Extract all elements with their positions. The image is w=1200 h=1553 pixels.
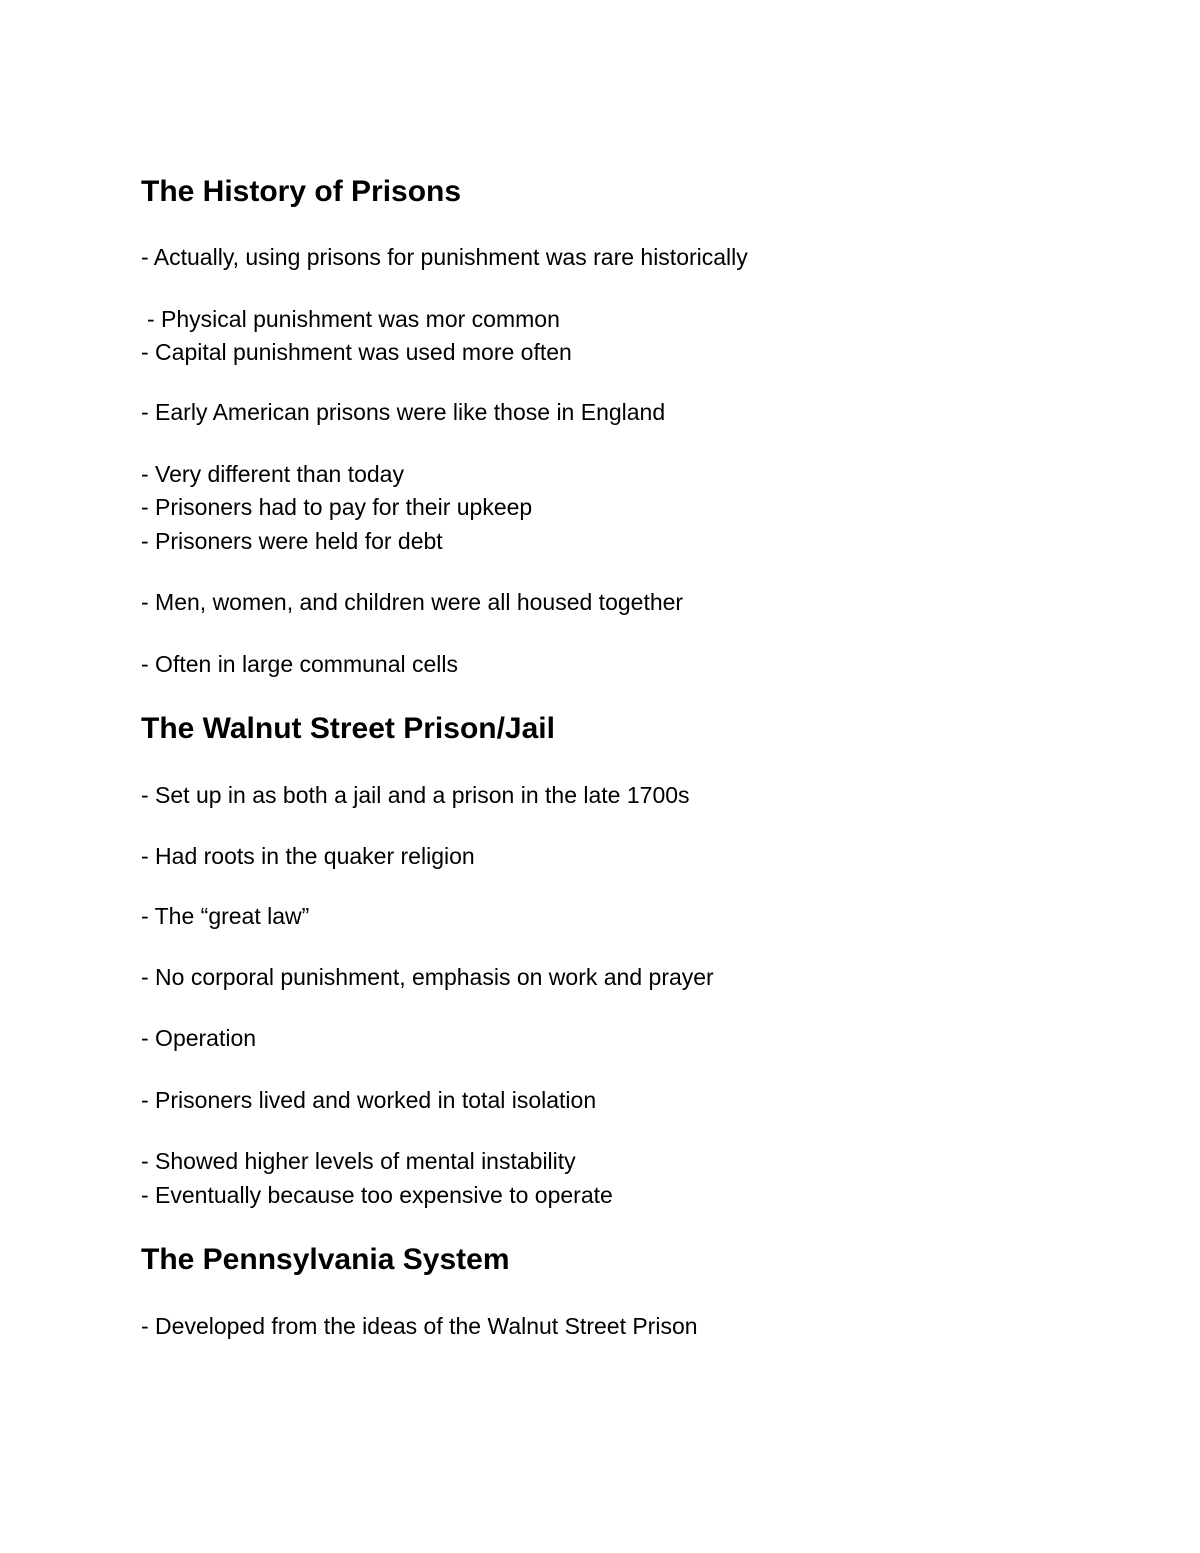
list-item: - Very different than today xyxy=(141,461,404,487)
list-item: - Had roots in the quaker religion xyxy=(141,843,475,869)
list-item: - Operation xyxy=(141,1025,257,1051)
list-item: - Prisoners had to pay for their upkeep xyxy=(141,494,533,520)
list-item: - Capital punishment was used more often xyxy=(141,339,572,365)
list-item: - No corporal punishment, emphasis on work and prayer xyxy=(141,964,714,990)
list-item: - Prisoners lived and worked in total isolation xyxy=(141,1087,597,1113)
list-item: - The “great law” xyxy=(141,903,310,929)
section-heading-history-of-prisons: The History of Prisons xyxy=(141,175,462,208)
list-item: - Often in large communal cells xyxy=(141,651,459,677)
list-item: - Developed from the ideas of the Walnut Street Prison xyxy=(141,1313,698,1339)
list-item: - Prisoners were held for debt xyxy=(141,528,443,554)
list-item: - Eventually because too expensive to operate xyxy=(141,1182,613,1208)
list-item: - Actually, using prisons for punishment was rare historically xyxy=(141,244,748,270)
section-heading-walnut-street-prison: The Walnut Street Prison/Jail xyxy=(141,712,555,745)
list-item: - Men, women, and children were all housed together xyxy=(141,589,684,615)
list-item: - Physical punishment was mor common xyxy=(147,306,560,332)
list-item: - Early American prisons were like those in England xyxy=(141,399,666,425)
section-heading-pennsylvania-system: The Pennsylvania System xyxy=(141,1243,510,1276)
list-item: - Showed higher levels of mental instability xyxy=(141,1148,576,1174)
list-item: - Set up in as both a jail and a prison in the late 1700s xyxy=(141,782,690,808)
